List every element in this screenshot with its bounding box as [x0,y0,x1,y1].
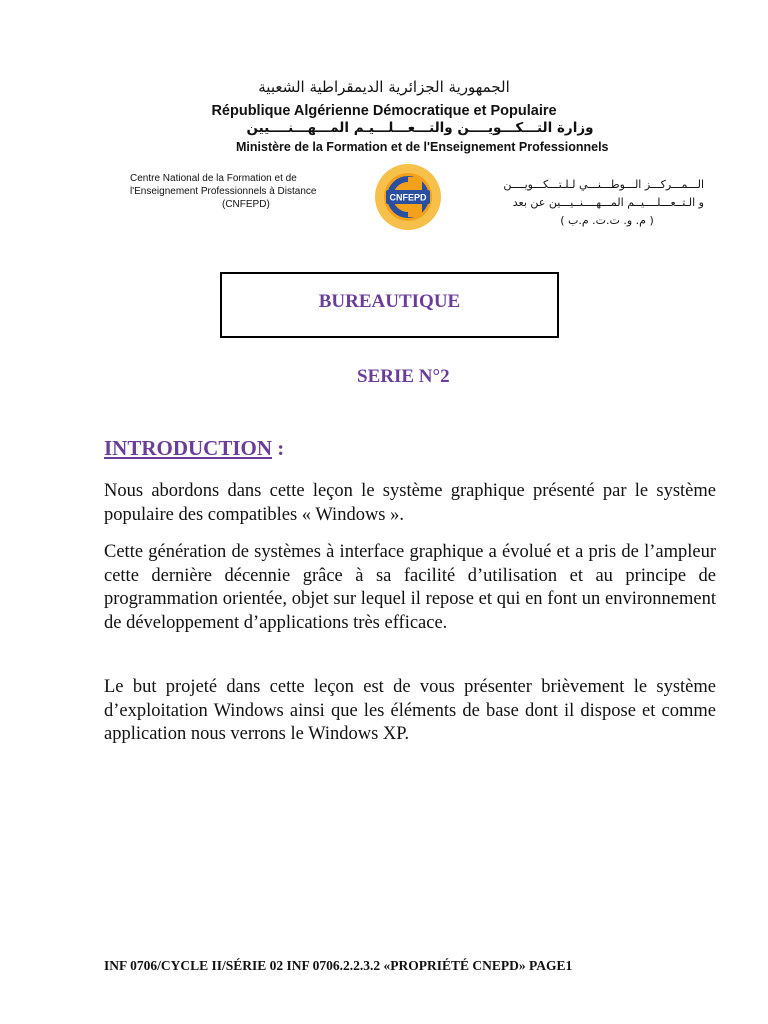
center-name-line-2: l'Enseignement Professionnels à Distance [130,186,317,197]
paragraph-1: Nous abordons dans cette leçon le système graphique présenté par le système populaire des compatibles « Windows ». [104,481,716,525]
header-arabic-republic: الجمهورية الجزائرية الديمقراطية الشعبية [258,78,510,96]
center-name-arabic [500,176,704,230]
header-french-republic: République Algérienne Démocratique et Populaire [211,103,557,119]
center-arabic-line-2: و الـتــعـــلــــيــم المـــهــــنــيـــين عن بعد [512,196,704,209]
logo-text: CNFEPD [389,192,427,203]
title-box [220,272,559,338]
introduction-heading-text: INTRODUCTION [104,436,273,460]
serie-number: SERIE N°2 [357,366,450,387]
paragraph-2: Cette génération de systèmes à interface graphique a évolué et a pris de l’ampleur cette dernière décennie grâce à sa facilité d’utilisation et au principe de programmation orientée, objet sur lequel il repose et qui en font un environnement de développement d’applications très efficace. [104,542,716,633]
center-arabic-line-3: ( م. و. ت.ت. م.ب ) [560,214,654,227]
introduction-heading-colon: : [272,436,285,460]
document-title: BUREAUTIQUE [318,291,461,312]
center-name-line-3: (CNFEPD) [222,199,270,210]
center-arabic-line-1: الـــمـــركـــز الـــوطـــنـــي لـلـتـــكـــويــــن [503,178,704,191]
center-name-line-1: Centre National de la Formation et de [130,173,297,184]
header-arabic-ministry: وزارة التـــكـــويــــن والتـــعـــلـــيـم المـــهـــنــــيين [246,120,594,136]
page-footer: INF 0706/CYCLE II/SÉRIE 02 INF 0706.2.2.3.2 «PROPRIÉTÉ CNEPD» PAGE1 [104,958,573,973]
cnfepd-logo [374,163,442,231]
center-name-french [130,172,316,211]
header-french-ministry: Ministère de la Formation et de l'Enseignement Professionnels [236,140,609,154]
introduction-heading [104,436,284,461]
paragraph-3: Le but projeté dans cette leçon est de vous présenter brièvement le système d’exploitation Windows ainsi que les éléments de base dont il dispose et comme application nous verrons le Windows XP. [104,677,716,744]
